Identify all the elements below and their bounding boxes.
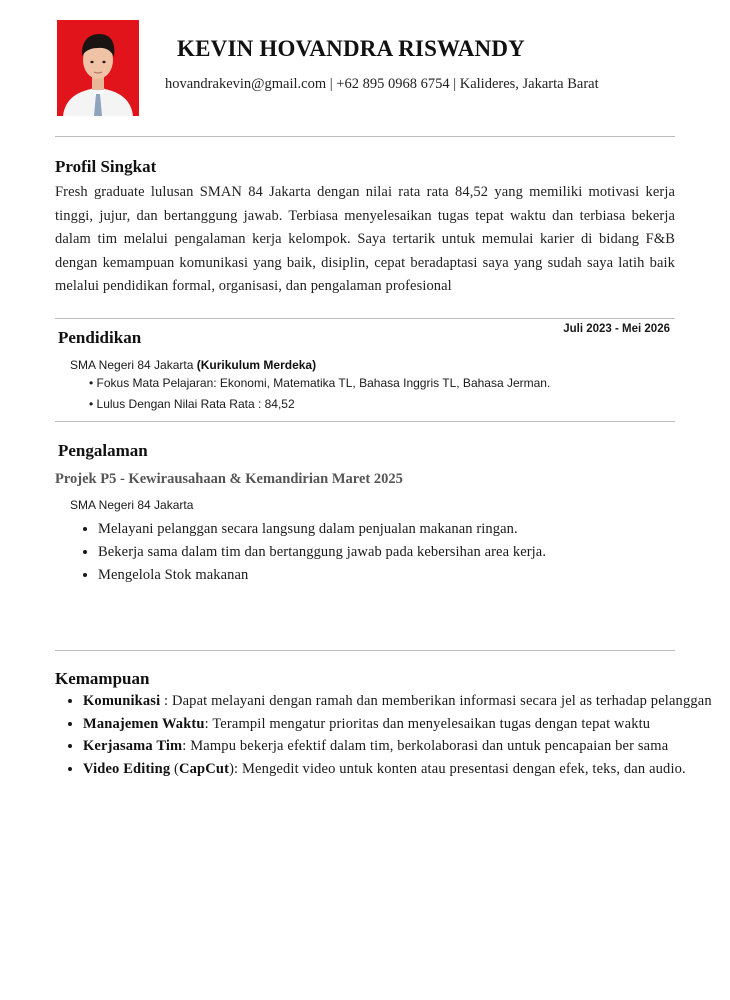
skill-name: Video Editing <box>83 760 171 777</box>
divider <box>55 318 675 319</box>
skill-description: : Mampu bekerja efektif dalam tim, berkolaborasi dan untuk pencapaian ber sama <box>182 738 669 754</box>
skill-tool: CapCut <box>179 760 230 777</box>
skill-description: : Dapat melayani dengan ramah dan memberikan informasi secara jel as terhadap pelanggan <box>160 693 712 709</box>
experience-organization: SMA Negeri 84 Jakarta <box>70 498 194 512</box>
skill-name: Komunikasi <box>83 693 161 709</box>
contact-info: hovandrakevin@gmail.com | +62 895 0968 6754 | Kalideres, Jakarta Barat <box>165 76 599 92</box>
project-title: Projek P5 - Kewirausahaan & Kemandirian Maret 2025 <box>55 471 403 487</box>
list-item <box>83 758 718 781</box>
list-item <box>83 713 718 736</box>
candidate-name: KEVIN HOVANDRA RISWANDY <box>177 36 525 61</box>
profile-summary: Fresh graduate lulusan SMAN 84 Jakarta dengan nilai rata rata 84,52 yang memiliki motivasi kerja tinggi, jujur, dan bertanggung jawab. Terbiasa menyelesaikan tugas tepat waktu dan terbiasa bekerja dalam tim melalui pengalaman kerja kelompok. Saya tertarik untuk memulai karier di bidang F&B dengan kemampuan komunikasi yang baik, disiplin, cepat beradaptasi saya yang sudah saya latih baik melalui pendidikan formal, organisasi, dan pengalaman profesional <box>55 184 675 294</box>
list-item <box>83 735 718 758</box>
list-item: • Melayani pelanggan secara langsung dalam penjualan makanan ringan. <box>98 518 658 541</box>
skill-description: : Terampil mengatur prioritas dan menyelesaikan tugas dengan tepat waktu <box>204 715 651 732</box>
divider <box>55 421 675 422</box>
section-title-education: Pendidikan <box>58 328 142 347</box>
divider <box>55 650 675 651</box>
education-school <box>70 358 316 372</box>
list-item: • Bekerja sama dalam tim dan bertanggung jawab pada kebersihan area kerja. <box>98 541 658 564</box>
skill-name-separator: ( <box>170 760 179 777</box>
curriculum-label: (Kurikulum Merdeka) <box>196 358 317 372</box>
divider <box>55 136 675 137</box>
school-name: SMA Negeri 84 Jakarta <box>70 358 194 372</box>
education-date: Juli 2023 - Mei 2026 <box>563 323 670 335</box>
profile-photo <box>57 20 139 116</box>
section-title-profile: Profil Singkat <box>55 157 157 176</box>
experience-list <box>70 518 658 587</box>
skill-name: Kerjasama Tim <box>83 738 183 754</box>
person-portrait-icon <box>57 20 139 116</box>
list-item: • Mengelola Stok makanan <box>98 564 658 587</box>
education-bullet: • Fokus Mata Pelajaran: Ekonomi, Matematika TL, Bahasa Inggris TL, Bahasa Jerman. <box>89 376 551 390</box>
list-item <box>83 690 718 713</box>
section-title-experience: Pengalaman <box>58 441 148 460</box>
skill-name: Manajemen Waktu <box>83 715 205 732</box>
section-title-skills: Kemampuan <box>55 669 150 688</box>
skills-list <box>55 690 718 780</box>
education-bullet: • Lulus Dengan Nilai Rata Rata : 84,52 <box>89 397 295 411</box>
skill-description: ): Mengedit video untuk konten atau presentasi dengan efek, teks, dan audio. <box>229 760 686 777</box>
